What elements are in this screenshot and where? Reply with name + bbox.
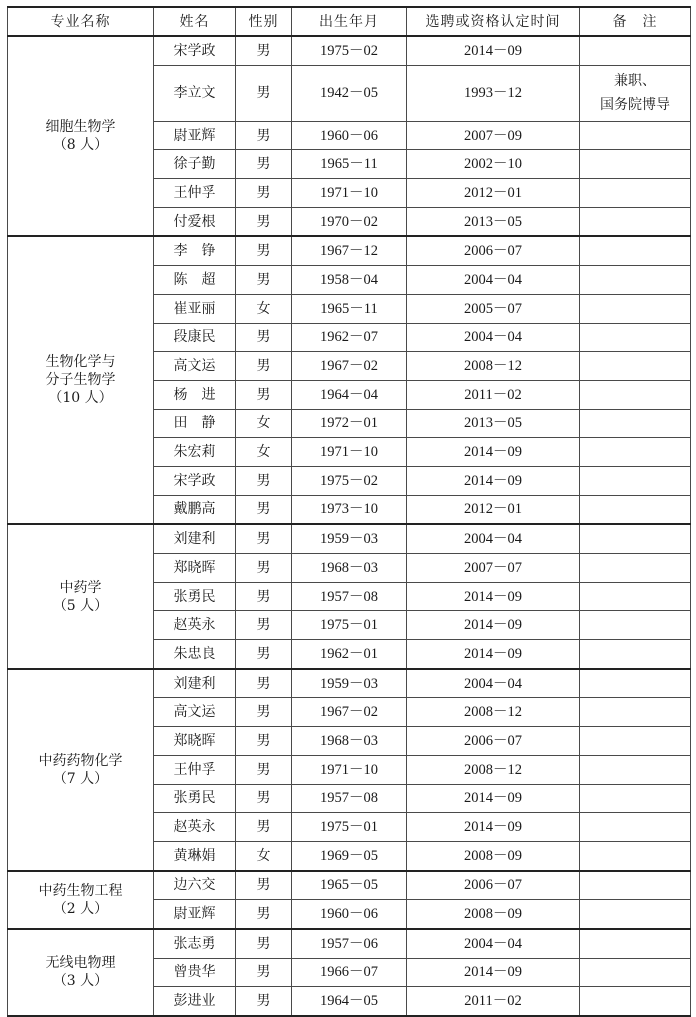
remark-cell [580,323,691,352]
gender-cell: 男 [236,784,292,813]
remark-cell [580,582,691,611]
appointed-date-cell: 2004－04 [407,524,580,553]
header-birth: 出生年月 [292,7,407,36]
table-row [8,871,691,900]
gender-cell: 男 [236,669,292,698]
person-name-cell: 王仲孚 [154,755,236,784]
remark-cell [580,987,691,1016]
remark-cell [580,841,691,870]
gender-cell: 女 [236,409,292,438]
birth-date-cell: 1975－02 [292,466,407,495]
remark-cell [580,179,691,208]
appointed-date-cell: 2014－09 [407,582,580,611]
birth-date-cell: 1971－10 [292,179,407,208]
major-cell [8,36,154,236]
birth-date-cell: 1965－11 [292,150,407,179]
remark-cell [580,755,691,784]
header-gender: 性别 [236,7,292,36]
gender-cell: 男 [236,582,292,611]
gender-cell: 男 [236,900,292,929]
appointed-date-cell: 2008－12 [407,698,580,727]
remark-cell [580,524,691,553]
major-label: （7 人） [52,770,109,787]
gender-cell: 男 [236,121,292,150]
remark-cell [580,466,691,495]
major-label: （10 人） [48,390,113,407]
birth-date-cell: 1957－06 [292,929,407,958]
table-row [8,236,691,265]
gender-cell: 男 [236,266,292,295]
gender-cell: 男 [236,871,292,900]
birth-date-cell: 1968－03 [292,727,407,756]
remark-cell [580,380,691,409]
remark-cell [580,727,691,756]
remark-cell [580,266,691,295]
appointed-date-cell: 2008－12 [407,755,580,784]
birth-date-cell: 1967－12 [292,236,407,265]
remark-cell [580,900,691,929]
table-row [8,36,691,65]
table-row [8,669,691,698]
header-major: 专业名称 [8,7,154,36]
birth-date-cell: 1968－03 [292,554,407,583]
person-name-cell: 王仲孚 [154,179,236,208]
birth-date-cell: 1967－02 [292,698,407,727]
appointed-date-cell: 2013－05 [407,409,580,438]
remark-cell [580,495,691,524]
appointed-date-cell: 2008－09 [407,900,580,929]
remark-cell [580,150,691,179]
remark-cell [580,294,691,323]
appointed-date-cell: 2012－01 [407,179,580,208]
gender-cell: 男 [236,150,292,179]
major-label: 细胞生物学 [45,119,116,136]
remark-cell [580,871,691,900]
person-name-cell: 张勇民 [154,582,236,611]
appointed-date-cell: 2004－04 [407,266,580,295]
person-name-cell: 付爱根 [154,207,236,236]
gender-cell: 男 [236,958,292,987]
appointed-date-cell: 2006－07 [407,871,580,900]
person-name-cell: 曾贵华 [154,958,236,987]
major-group [8,929,691,1016]
remark-cell [580,958,691,987]
appointed-date-cell: 2014－09 [407,813,580,842]
remark-cell [580,236,691,265]
gender-cell: 男 [236,929,292,958]
remark-cell [580,352,691,381]
person-name-cell: 彭进业 [154,987,236,1016]
header-row [8,7,691,36]
remark-cell [580,698,691,727]
major-label: （8 人） [52,137,109,154]
remark-cell [580,409,691,438]
person-name-cell: 赵英永 [154,611,236,640]
person-name-cell: 宋学政 [154,36,236,65]
major-label: 中药生物工程 [38,882,123,899]
person-name-cell: 刘建利 [154,669,236,698]
birth-date-cell: 1965－11 [292,294,407,323]
appointed-date-cell: 2014－09 [407,611,580,640]
appointed-date-cell: 2014－09 [407,958,580,987]
major-cell [8,524,154,668]
birth-date-cell: 1942－05 [292,65,407,121]
appointed-date-cell: 2014－09 [407,784,580,813]
appointed-date-cell: 2006－07 [407,727,580,756]
remark-line: 兼职、 [614,73,656,90]
person-name-cell: 张勇民 [154,784,236,813]
gender-cell: 男 [236,495,292,524]
remark-cell [580,36,691,65]
gender-cell: 男 [236,179,292,208]
appointed-date-cell: 2012－01 [407,495,580,524]
major-group [8,36,691,236]
gender-cell: 男 [236,813,292,842]
appointed-date-cell: 1993－12 [407,65,580,121]
gender-cell: 男 [236,323,292,352]
appointed-date-cell: 2011－02 [407,987,580,1016]
appointed-date-cell: 2005－07 [407,294,580,323]
remark-cell [580,554,691,583]
remark-cell [580,207,691,236]
person-name-cell: 尉亚辉 [154,900,236,929]
birth-date-cell: 1965－05 [292,871,407,900]
remark-cell [580,669,691,698]
person-name-cell: 郑晓晖 [154,554,236,583]
major-cell [8,929,154,1016]
gender-cell: 男 [236,352,292,381]
birth-date-cell: 1971－10 [292,438,407,467]
major-group [8,871,691,929]
major-cell [8,236,154,524]
birth-date-cell: 1964－04 [292,380,407,409]
major-group [8,524,691,668]
major-cell [8,669,154,871]
person-name-cell: 刘建利 [154,524,236,553]
person-name-cell: 李立文 [154,65,236,121]
major-label: 中药药物化学 [38,752,123,769]
major-group [8,669,691,871]
appointed-date-cell: 2004－04 [407,669,580,698]
remark-cell [580,784,691,813]
birth-date-cell: 1962－01 [292,640,407,669]
remark-line: 国务院博导 [600,97,670,114]
gender-cell: 男 [236,380,292,409]
remark-cell [580,65,691,121]
birth-date-cell: 1959－03 [292,524,407,553]
remark-cell [580,438,691,467]
supervisor-roster-table [7,6,691,1017]
gender-cell: 男 [236,987,292,1016]
birth-date-cell: 1958－04 [292,266,407,295]
person-name-cell: 赵英永 [154,813,236,842]
appointed-date-cell: 2014－09 [407,640,580,669]
person-name-cell: 杨 进 [154,380,236,409]
gender-cell: 男 [236,36,292,65]
birth-date-cell: 1967－02 [292,352,407,381]
remark-cell [580,813,691,842]
person-name-cell: 徐子勤 [154,150,236,179]
person-name-cell: 朱忠良 [154,640,236,669]
header-remark: 备 注 [580,7,691,36]
gender-cell: 女 [236,841,292,870]
appointed-date-cell: 2006－07 [407,236,580,265]
gender-cell: 男 [236,524,292,553]
appointed-date-cell: 2014－09 [407,36,580,65]
person-name-cell: 陈 超 [154,266,236,295]
remark-cell [580,929,691,958]
person-name-cell: 郑晓晖 [154,727,236,756]
appointed-date-cell: 2008－09 [407,841,580,870]
birth-date-cell: 1964－05 [292,987,407,1016]
gender-cell: 男 [236,554,292,583]
birth-date-cell: 1975－01 [292,813,407,842]
person-name-cell: 高文运 [154,352,236,381]
gender-cell: 男 [236,698,292,727]
person-name-cell: 段康民 [154,323,236,352]
gender-cell: 男 [236,727,292,756]
gender-cell: 男 [236,236,292,265]
gender-cell: 男 [236,65,292,121]
birth-date-cell: 1960－06 [292,900,407,929]
birth-date-cell: 1971－10 [292,755,407,784]
remark-cell [580,640,691,669]
person-name-cell: 边六交 [154,871,236,900]
person-name-cell: 李 铮 [154,236,236,265]
appointed-date-cell: 2011－02 [407,380,580,409]
table-header [8,7,691,36]
birth-date-cell: 1975－01 [292,611,407,640]
birth-date-cell: 1970－02 [292,207,407,236]
major-group [8,236,691,524]
major-label: 分子生物学 [45,372,116,389]
header-name: 姓名 [154,7,236,36]
remark-cell [580,121,691,150]
gender-cell: 男 [236,755,292,784]
birth-date-cell: 1962－07 [292,323,407,352]
person-name-cell: 朱宏莉 [154,438,236,467]
birth-date-cell: 1959－03 [292,669,407,698]
birth-date-cell: 1966－07 [292,958,407,987]
appointed-date-cell: 2002－10 [407,150,580,179]
major-label: （3 人） [52,973,109,990]
remark-cell [580,611,691,640]
person-name-cell: 黄琳娟 [154,841,236,870]
gender-cell: 男 [236,466,292,495]
appointed-date-cell: 2008－12 [407,352,580,381]
person-name-cell: 高文运 [154,698,236,727]
appointed-date-cell: 2004－04 [407,929,580,958]
birth-date-cell: 1957－08 [292,582,407,611]
major-cell [8,871,154,929]
person-name-cell: 戴鹏高 [154,495,236,524]
gender-cell: 男 [236,640,292,669]
gender-cell: 女 [236,438,292,467]
gender-cell: 男 [236,611,292,640]
birth-date-cell: 1957－08 [292,784,407,813]
gender-cell: 女 [236,294,292,323]
person-name-cell: 张志勇 [154,929,236,958]
person-name-cell: 崔亚丽 [154,294,236,323]
major-label: 中药学 [59,579,102,596]
major-label: 无线电物理 [45,955,116,972]
table-row [8,929,691,958]
major-label: 生物化学与 [45,354,116,371]
person-name-cell: 宋学政 [154,466,236,495]
table-row [8,524,691,553]
appointed-date-cell: 2007－09 [407,121,580,150]
person-name-cell: 田 静 [154,409,236,438]
appointed-date-cell: 2014－09 [407,466,580,495]
birth-date-cell: 1972－01 [292,409,407,438]
appointed-date-cell: 2007－07 [407,554,580,583]
birth-date-cell: 1975－02 [292,36,407,65]
appointed-date-cell: 2014－09 [407,438,580,467]
major-label: （2 人） [52,900,109,917]
appointed-date-cell: 2013－05 [407,207,580,236]
person-name-cell: 尉亚辉 [154,121,236,150]
appointed-date-cell: 2004－04 [407,323,580,352]
birth-date-cell: 1973－10 [292,495,407,524]
gender-cell: 男 [236,207,292,236]
header-appointed: 选聘或资格认定时间 [407,7,580,36]
birth-date-cell: 1969－05 [292,841,407,870]
major-label: （5 人） [52,597,109,614]
birth-date-cell: 1960－06 [292,121,407,150]
